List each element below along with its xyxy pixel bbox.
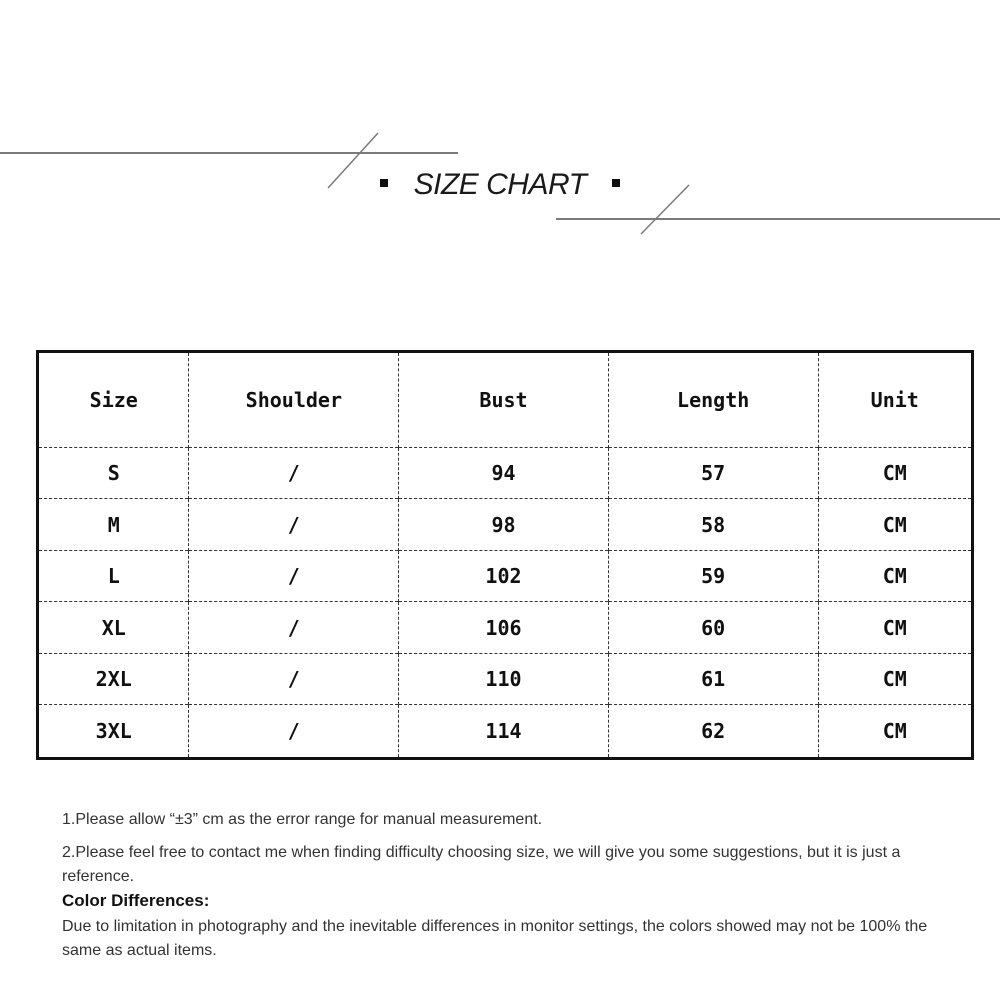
cell-bust: 102 <box>399 550 609 601</box>
cell-bust: 106 <box>399 602 609 653</box>
cell-length: 57 <box>608 448 818 499</box>
note-error-range: 1.Please allow “±3” cm as the error range for manual measurement. <box>62 811 543 828</box>
cell-unit: CM <box>818 550 973 601</box>
table-row <box>38 448 973 499</box>
table-row <box>38 602 973 653</box>
cell-unit: CM <box>818 705 973 759</box>
table-header-row <box>38 352 973 448</box>
title-bullet-left <box>380 179 388 187</box>
table-row <box>38 705 973 759</box>
cell-unit: CM <box>818 602 973 653</box>
table-row <box>38 653 973 704</box>
color-differences-text: Due to limitation in photography and the inevitable differences in monitor settings, the colors showed may not be 100% the same as actual items. <box>62 918 928 959</box>
cell-shoulder: / <box>189 602 399 653</box>
cell-unit: CM <box>818 448 973 499</box>
title-text: SIZE CHART <box>413 168 587 201</box>
table-row <box>38 499 973 550</box>
header-length: Length <box>608 352 818 448</box>
header-bust: Bust <box>399 352 609 448</box>
cell-bust: 98 <box>399 499 609 550</box>
cell-size: XL <box>38 602 189 653</box>
cell-length: 61 <box>608 653 818 704</box>
note-contact: 2.Please feel free to contact me when finding difficulty choosing size, we will give you some suggestions, but it is just a reference. <box>62 844 901 885</box>
cell-unit: CM <box>818 499 973 550</box>
cell-shoulder: / <box>189 448 399 499</box>
cell-size: 2XL <box>38 653 189 704</box>
header-unit: Unit <box>818 352 973 448</box>
cell-bust: 94 <box>399 448 609 499</box>
color-differences-heading: Color Differences: <box>62 891 210 910</box>
title-bullet-right <box>612 179 620 187</box>
cell-size: S <box>38 448 189 499</box>
notes-section <box>62 808 942 963</box>
cell-size: 3XL <box>38 705 189 759</box>
size-table <box>36 350 974 760</box>
header-shoulder: Shoulder <box>189 352 399 448</box>
cell-length: 62 <box>608 705 818 759</box>
table-row <box>38 550 973 601</box>
header-size: Size <box>89 388 138 412</box>
cell-shoulder: / <box>189 499 399 550</box>
cell-shoulder: / <box>189 705 399 759</box>
cell-length: 60 <box>608 602 818 653</box>
cell-bust: 114 <box>399 705 609 759</box>
cell-bust: 110 <box>399 653 609 704</box>
cell-unit: CM <box>818 653 973 704</box>
cell-length: 59 <box>608 550 818 601</box>
title-decoration <box>0 0 1000 260</box>
cell-size: L <box>38 550 189 601</box>
cell-shoulder: / <box>189 550 399 601</box>
size-chart-title <box>0 168 1000 202</box>
cell-shoulder: / <box>189 653 399 704</box>
cell-length: 58 <box>608 499 818 550</box>
cell-size: M <box>38 499 189 550</box>
